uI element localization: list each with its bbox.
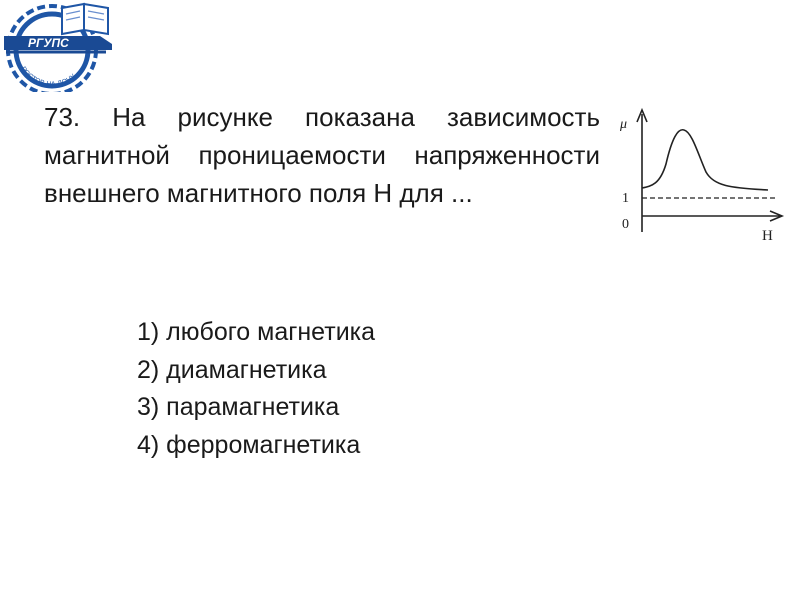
logo-ring-text: РОСТОВ-НА-ДОНУ (19, 65, 77, 89)
y-tick-label: 1 (622, 191, 629, 206)
question-text: 73. На рисунке показана зависимость магнитной проницаемости напряженности внешнего магнитного поля Н для ... (44, 102, 600, 208)
origin-label: 0 (622, 217, 629, 232)
answer-option-4: 4) ферромагнетика (137, 430, 361, 459)
y-axis-label: μ (620, 117, 628, 132)
answer-option-1: 1) любого магнетика (137, 318, 376, 346)
answer-option-3: 3) парамагнетика (137, 393, 340, 421)
university-logo (0, 0, 118, 92)
answer-list (137, 314, 375, 464)
logo-text: РГУПС (28, 36, 69, 50)
answer-option-2: 2) диамагнетика (137, 355, 327, 384)
permeability-graph (612, 104, 798, 244)
x-axis-label: H (762, 228, 773, 244)
permeability-curve (642, 130, 768, 190)
